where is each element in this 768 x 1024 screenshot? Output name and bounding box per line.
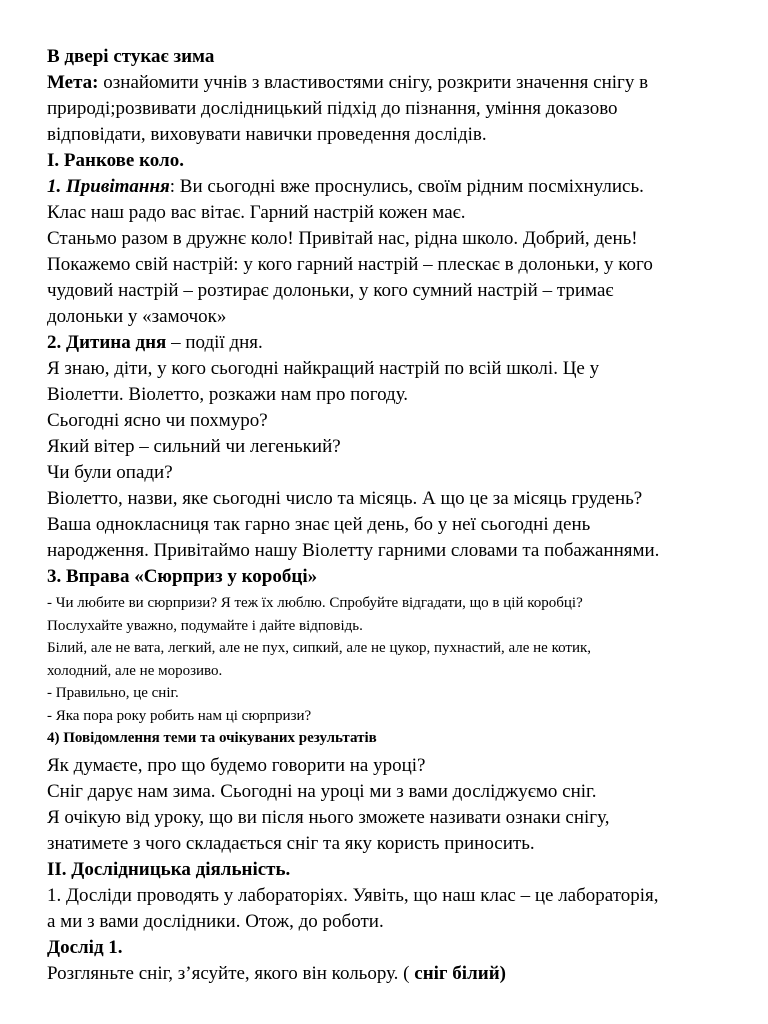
weather-question-2: Який вітер – сильний чи легенький? [47, 436, 341, 457]
exercise-3-line-3: Білий, але не вата, легкий, але не пух, сипкий, але не цукор, пухнастий, але не котик, [47, 640, 592, 656]
greeting-line-2: Клас наш радо вас вітає. Гарний настрій кожен має. [47, 202, 466, 223]
date-line-3: народження. Привітаймо нашу Віолетту гарними словами та побажаннями. [47, 540, 660, 561]
exercise-3-line-4: холодний, але не морозиво. [47, 662, 223, 679]
exercise-3-line-2: Послухайте уважно, подумайте і дайте відповідь. [47, 617, 363, 634]
greeting-label: 1. Привітання [47, 176, 170, 197]
section-4-line-1: Як думаєте, про що будемо говорити на уроці? [47, 754, 426, 776]
goal-line-2: природі;розвивати дослідницький підхід до пізнання, уміння доказово [47, 98, 618, 119]
section-4-line-4: знатимете з чого складається сніг та яку користь приносить. [47, 832, 535, 854]
child-of-day-heading: 2. Дитина дня – події дня. [47, 332, 263, 353]
exercise-3-line-6: - Яка пора року робить нам ці сюрпризи? [47, 707, 312, 724]
lab-line-2: а ми з вами дослідники. Отож, до роботи. [47, 910, 384, 932]
lesson-title: В двері стукає зима [47, 46, 215, 67]
child-line-1: Я знаю, діти, у кого сьогодні найкращий настрій по всій школі. Це у [47, 358, 600, 379]
section-heading-1: І. Ранкове коло. [47, 150, 184, 171]
mood-line-3: долоньки у «замочок» [47, 306, 227, 327]
exercise-3-line-1: - Чи любите ви сюрпризи? Я теж їх люблю. Спробуйте відгадати, що в цій коробці? [47, 595, 583, 611]
date-line-2: Ваша однокласниця так гарно знає цей день, бо у неї сьогодні день [47, 514, 591, 535]
weather-question-1: Сьогодні ясно чи похмуро? [47, 410, 268, 431]
child-label: 2. Дитина дня [47, 332, 167, 353]
goal-label: Мета: [47, 72, 99, 93]
date-line-1: Віолетто, назви, яке сьогодні число та місяць. А що це за місяць грудень? [47, 488, 643, 509]
section-heading-2: ІІ. Дослідницька діяльність. [47, 858, 291, 880]
greeting-line-3: Станьмо разом в дружнє коло! Привітай нас, рідна школо. Добрий, день! [47, 228, 638, 249]
mood-line-1: Покажемо свій настрій: у кого гарний настрій – плескає в долоньки, у кого [47, 254, 653, 275]
child-line-2: Віолетти. Віолетто, розкажи нам про погоду. [47, 384, 409, 405]
exercise-3-line-5: - Правильно, це сніг. [47, 685, 179, 701]
section-4-line-2: Сніг дарує нам зима. Сьогодні на уроці ми з вами досліджуємо сніг. [47, 780, 597, 802]
mood-line-2: чудовий настрій – розтирає долоньки, у кого сумний настрій – тримає [47, 280, 614, 301]
document-page [47, 44, 747, 987]
greeting-line-1: 1. Привітання: Ви сьогодні вже проснулись, своїм рідним посміхнулись. [47, 176, 644, 197]
lab-line-1: 1. Досліди проводять у лабораторіях. Уявіть, що наш клас – це лабораторія, [47, 884, 659, 906]
goal-line-1: Мета: ознайомити учнів з властивостями снігу, розкрити значення снігу в [47, 72, 649, 93]
experiment-1-heading: Дослід 1. [47, 936, 123, 958]
exercise-3-heading: 3. Вправа «Сюрприз у коробці» [47, 566, 318, 587]
goal-line-3: відповідати, виховувати навички проведення дослідів. [47, 124, 487, 145]
section-4-line-3: Я очікую від уроку, що ви після нього зможете називати ознаки снігу, [47, 806, 610, 828]
experiment-1-text: Розгляньте сніг, з’ясуйте, якого він кольору. ( сніг білий) [47, 962, 506, 984]
weather-question-3: Чи були опади? [47, 462, 173, 483]
section-4-heading: 4) Повідомлення теми та очікуваних результатів [47, 730, 377, 746]
experiment-1-answer: сніг білий) [414, 962, 506, 984]
